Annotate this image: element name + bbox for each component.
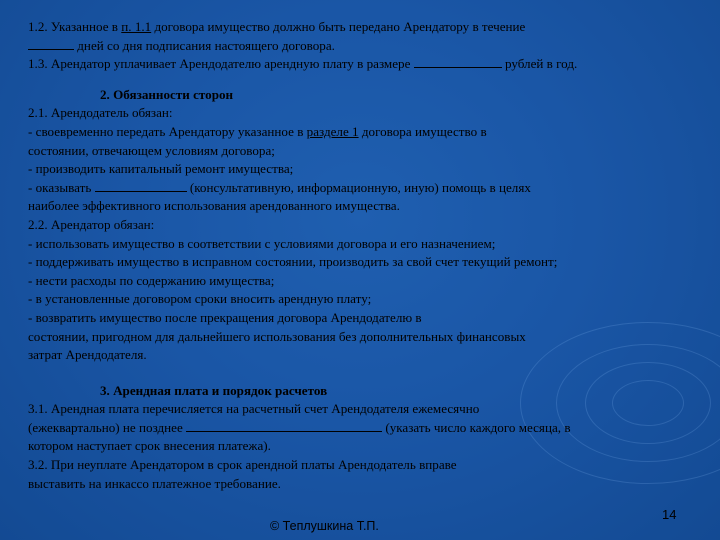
clause-3-1-cont: котором наступает срок внесения платежа). [28,438,271,454]
section-link-1[interactable]: разделе 1 [306,123,359,139]
list-item: - поддерживать имущество в исправном состоянии, производить за свой счет текущий ремонт; [28,254,558,270]
blank-days [28,38,74,50]
page-number: 14 [662,507,677,522]
text: - оказывать [28,179,95,195]
clause-3-2: 3.2. При неуплате Арендатором в срок арендной платы Арендодатель вправе [28,457,457,473]
list-item: - в установленные договором сроки вносить арендную плату; [28,291,372,307]
clause-3-2-cont: выставить на инкассо платежное требование. [28,475,281,491]
clause-1-2 [28,18,693,37]
text: (указать число каждого месяца, в [382,419,571,435]
text: (консультативную, информационную, иную) помощь в целях [186,179,531,195]
list-item [28,179,693,198]
text: 1.3. Арендатор уплачивает Арендодателю арендную плату в размере [28,56,414,72]
blank-rent-amount [414,56,502,68]
clause-2-2: 2.2. Арендатор обязан: [28,216,155,232]
list-item-cont: наиболее эффективного использования арендованного имущества. [28,198,400,214]
text: (ежеквартально) не позднее [28,419,187,435]
list-item [28,123,693,142]
section-2-heading: 2. Обязанности сторон [100,86,234,102]
list-item: - использовать имущество в соответствии с условиями договора и его назначением; [28,235,496,251]
section-3-heading: 3. Арендная плата и порядок расчетов [100,382,328,398]
blank-help-type [95,180,187,192]
list-item: - производить капитальный ремонт имущества; [28,161,294,177]
text: договора имущество должно быть передано Арендатору в течение [151,19,526,34]
clause-3-1: 3.1. Арендная плата перечисляется на расчетный счет Арендодателя ежемесячно [28,401,480,417]
list-item: - нести расходы по содержанию имущества; [28,272,275,288]
clause-2-1: 2.1. Арендодатель обязан: [28,105,173,121]
text: договора имущество в [358,123,487,139]
list-item-cont: состоянии, пригодном для дальнейшего использования без дополнительных финансовых [28,328,526,344]
list-item-cont: затрат Арендодателя. [28,347,147,363]
contract-text [28,18,693,493]
text: рублей в год. [501,56,578,72]
list-item-cont: состоянии, отвечающем условиям договора; [28,142,275,158]
text: дней со дня подписания настоящего договора. [74,37,335,53]
clause-link-1-1[interactable]: п. 1.1 [121,19,152,34]
list-item: - возвратить имущество после прекращения договора Арендодателю в [28,309,422,325]
blank-payment-date [186,420,382,432]
text: 1.2. Указанное в [28,19,118,34]
clause-3-1-cont [28,419,693,438]
clause-1-3 [28,55,693,74]
clause-1-2-cont [28,37,693,56]
text: - своевременно передать Арендатору указанное в [28,123,307,139]
footer-author: © Теплушкина Т.П. [270,519,379,533]
